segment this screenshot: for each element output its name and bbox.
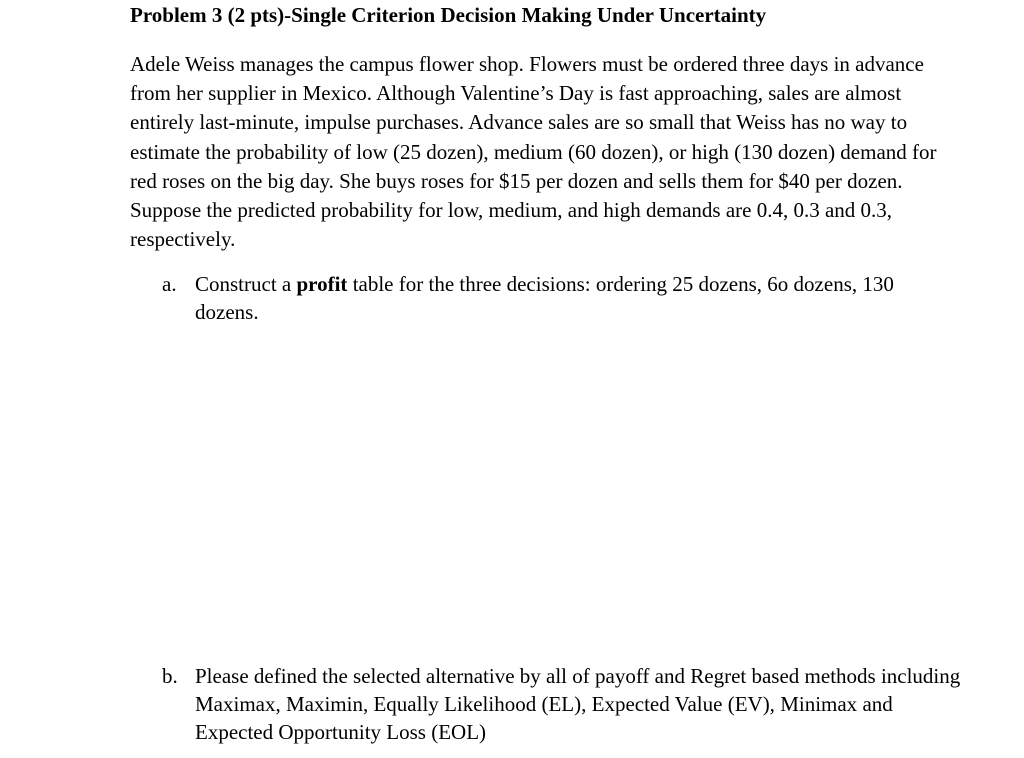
part-b-text [195, 662, 982, 746]
intro-line: from her supplier in Mexico. Although Valentine’s Day is fast approaching, sales are almost [130, 81, 902, 106]
intro-line: respectively. [130, 227, 236, 252]
part-a-bold-profit: profit [296, 272, 348, 296]
part-b-word: and [862, 692, 893, 716]
part-a-text-after: table for the three decisions: ordering 25 dozens, 6o dozens, 130 [347, 272, 894, 296]
part-b-word: Likelihood [444, 692, 537, 716]
part-b-word: Maximax, [195, 692, 281, 716]
intro-line: estimate the probability of low (25 dozen), medium (60 dozen), or high (130 dozen) demand for [130, 139, 937, 164]
part-b-word: Value [674, 692, 723, 716]
part-b-line-1: Please defined the selected alternative by all of payoff and Regret based methods including [195, 664, 961, 688]
list-marker-b: b. [162, 664, 178, 688]
part-b-line-2 [195, 690, 982, 718]
part-b-word: Expected [591, 692, 670, 716]
intro-line: Suppose the predicted probability for low, medium, and high demands are 0.4, 0.3 and 0.3, [130, 198, 893, 223]
intro-line: Adele Weiss manages the campus flower shop. Flowers must be ordered three days in advance [130, 52, 924, 76]
part-a-line-2: dozens. [195, 300, 259, 324]
part-b-line-3: Expected Opportunity Loss (EOL) [195, 720, 487, 744]
part-b-word: Minimax [780, 692, 858, 716]
part-a-line-1 [195, 270, 894, 298]
part-b-word: (EV), [727, 692, 775, 716]
part-b-word: (EL), [541, 692, 587, 716]
part-a-text-before: Construct a [195, 272, 297, 296]
part-a-text [195, 270, 894, 326]
problem-intro-paragraph [130, 50, 1000, 254]
intro-line: entirely last-minute, impulse purchases. Advance sales are so small that Weiss has no way to [130, 110, 908, 135]
problem-title: Problem 3 (2 pts)-Single Criterion Decision Making Under Uncertainty [130, 3, 767, 27]
list-marker-a: a. [162, 272, 177, 296]
part-b-word: Maximin, [285, 692, 369, 716]
intro-line: red roses on the big day. She buys roses for $15 per dozen and sells them for $40 per dozen. [130, 168, 903, 193]
part-b-word: Equally [373, 692, 439, 716]
